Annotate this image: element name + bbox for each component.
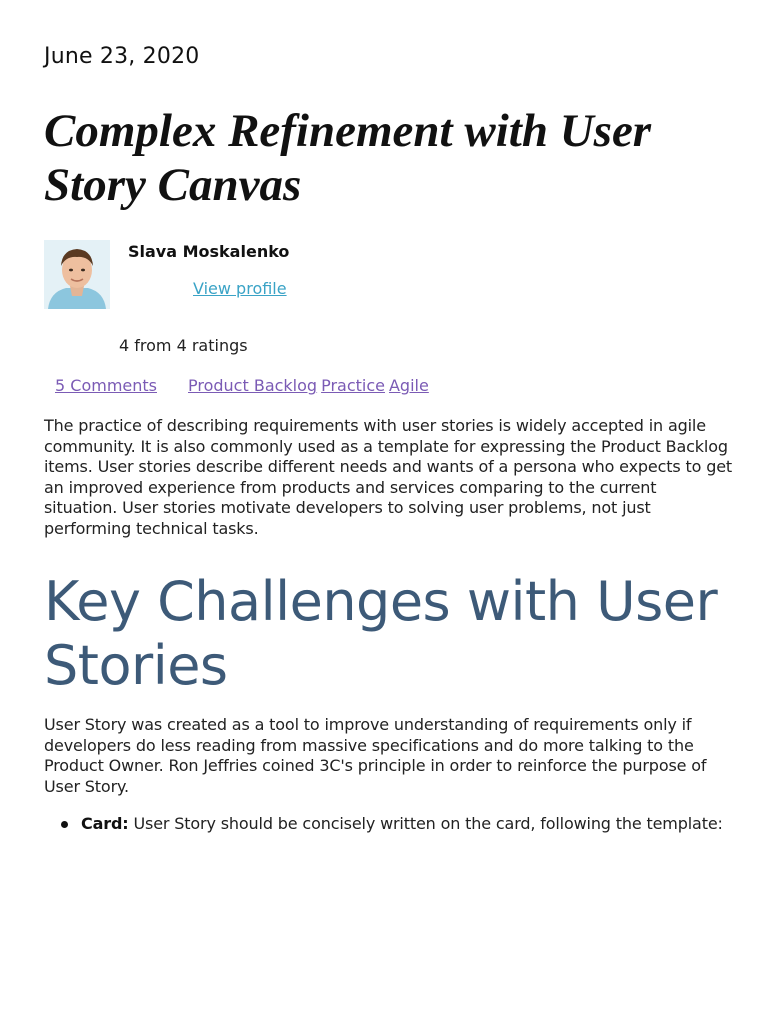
tag-link-product-backlog[interactable]: Product Backlog xyxy=(188,376,318,395)
person-photo-icon xyxy=(44,240,110,309)
section-heading: Key Challenges with User Stories xyxy=(44,570,718,697)
list-item xyxy=(81,814,768,834)
bullet-term: Card: xyxy=(81,814,129,833)
post-meta xyxy=(55,376,433,395)
bullet-list xyxy=(44,814,768,834)
bullet-icon xyxy=(61,821,68,828)
author-name: Slava Moskalenko xyxy=(128,242,290,261)
post-date: June 23, 2020 xyxy=(44,44,200,69)
rating-summary: 4 from 4 ratings xyxy=(119,336,248,355)
comments-link[interactable]: 5 Comments xyxy=(55,376,157,395)
section-paragraph: User Story was created as a tool to improve understanding of requirements only if developers do less reading from massive specifications and do more talking to the Product Owner. Ron Jeffries coined 3C's principle in order to reinforce the purpose of User Story. xyxy=(44,715,707,796)
bullet-text: User Story should be concisely written on the card, following the template: xyxy=(128,814,723,833)
view-profile-link[interactable]: View profile xyxy=(193,279,287,298)
intro-paragraph: The practice of describing requirements with user stories is widely accepted in agile community. It is also commonly used as a template for expressing the Product Backlog items. User stories describe different needs and wants of a persona who expects to get an improved experience from products and services comparing to the current situation. User stories motivate developers to solving user problems, not just performing technical tasks. xyxy=(44,416,733,538)
post-title: Complex Refinement with User Story Canvas xyxy=(44,105,652,211)
tag-link-agile[interactable]: Agile xyxy=(388,376,429,395)
tag-link-practice[interactable]: Practice xyxy=(321,376,385,395)
author-avatar[interactable] xyxy=(44,240,110,309)
